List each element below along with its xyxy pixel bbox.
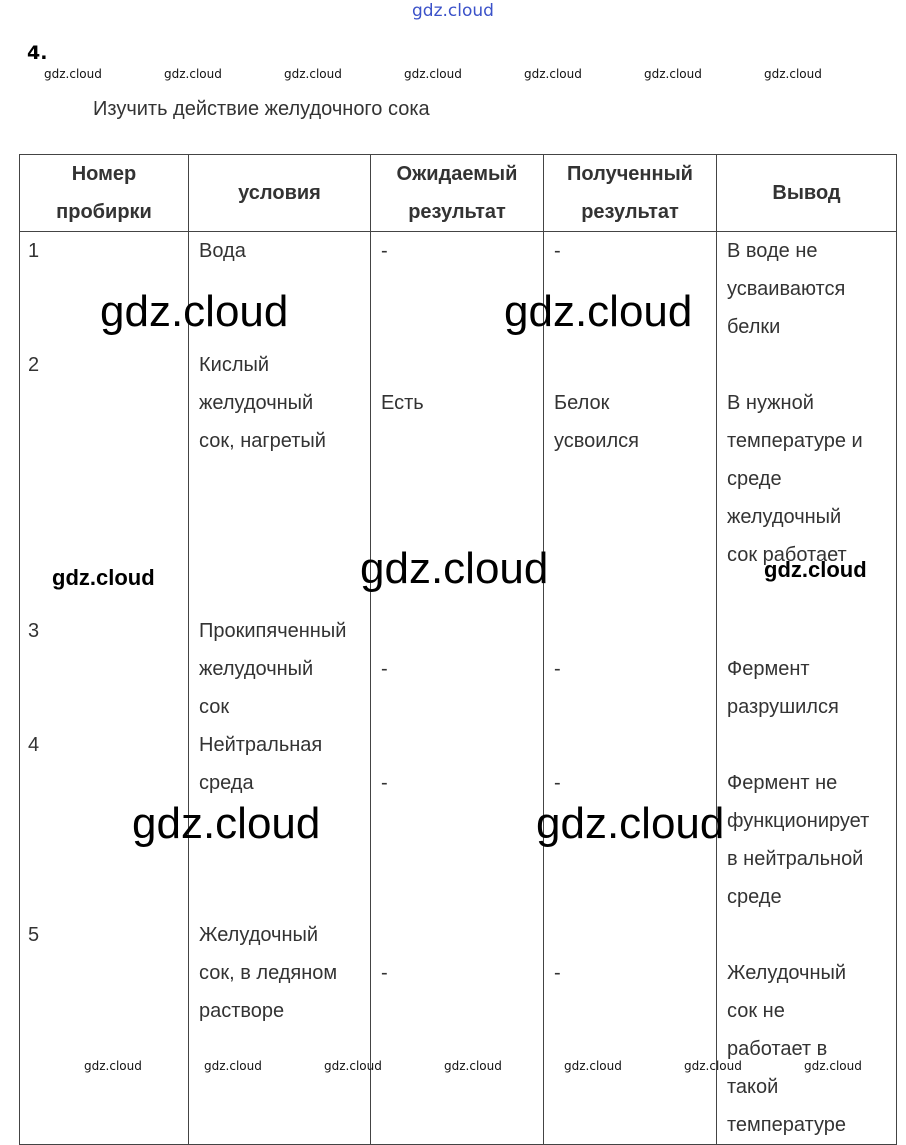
cell-number: 1 — [20, 232, 189, 347]
cell-condition: Желудочный сок, в ледяном растворе — [189, 916, 371, 1145]
cell-number: 4 — [20, 726, 189, 916]
cell-expected: - — [371, 232, 544, 347]
cell-condition: Вода — [189, 232, 371, 347]
watermark-top: gdz.cloud — [412, 1, 494, 21]
cell-conclusion: Желудочный сок не работает в такой температуре — [717, 916, 897, 1145]
watermark: gdz.cloud — [52, 565, 155, 590]
watermark: gdz.cloud — [444, 1059, 502, 1073]
table-row — [20, 916, 897, 1145]
watermark: gdz.cloud — [564, 1059, 622, 1073]
watermark: gdz.cloud — [404, 67, 462, 81]
cell-conclusion: Фермент разрушился — [717, 574, 897, 726]
watermark: gdz.cloud — [644, 67, 702, 81]
header-conditions: условия — [189, 155, 371, 232]
cell-condition: Нейтральная среда — [189, 726, 371, 916]
cell-condition: Кислый желудочный сок, нагретый — [189, 346, 371, 574]
watermark: gdz.cloud — [764, 67, 822, 81]
watermark: gdz.cloud — [284, 67, 342, 81]
cell-expected: - — [371, 726, 544, 916]
cell-number: 3 — [20, 574, 189, 726]
cell-obtained: - — [544, 574, 717, 726]
header-conclusion: Вывод — [717, 155, 897, 232]
table-row — [20, 574, 897, 726]
watermark: gdz.cloud — [164, 67, 222, 81]
cell-number: 5 — [20, 916, 189, 1145]
cell-expected: - — [371, 916, 544, 1145]
task-number: 4. — [27, 42, 48, 64]
watermark: gdz.cloud — [204, 1059, 262, 1073]
cell-expected: - — [371, 574, 544, 726]
watermark: gdz.cloud — [504, 287, 693, 336]
task-subtitle: Изучить действие желудочного сока — [93, 98, 430, 120]
watermark: gdz.cloud — [684, 1059, 742, 1073]
cell-obtained: - — [544, 916, 717, 1145]
cell-obtained: - — [544, 232, 717, 347]
watermark: gdz.cloud — [360, 544, 549, 593]
cell-obtained: Белок усвоился — [544, 346, 717, 574]
cell-conclusion: В воде не усваиваются белки — [717, 232, 897, 347]
watermark: gdz.cloud — [804, 1059, 862, 1073]
header-obtained-result: Полученный результат — [544, 155, 717, 232]
watermark: gdz.cloud — [524, 67, 582, 81]
watermark: gdz.cloud — [324, 1059, 382, 1073]
watermark: gdz.cloud — [764, 557, 867, 582]
watermark: gdz.cloud — [44, 67, 102, 81]
header-expected-result: Ожидаемый результат — [371, 155, 544, 232]
cell-conclusion: В нужной температуре и среде желудочный сок работает — [717, 346, 897, 574]
cell-expected: Есть — [371, 346, 544, 574]
watermark: gdz.cloud — [536, 799, 725, 848]
table-row — [20, 346, 897, 574]
watermark: gdz.cloud — [84, 1059, 142, 1073]
watermark: gdz.cloud — [132, 799, 321, 848]
cell-condition: Прокипяченный желудочный сок — [189, 574, 371, 726]
cell-conclusion: Фермент не функционирует в нейтральной среде — [717, 726, 897, 916]
cell-number: 2 — [20, 346, 189, 574]
cell-obtained: - — [544, 726, 717, 916]
header-tube-number: Номер пробирки — [20, 155, 189, 232]
watermark: gdz.cloud — [100, 287, 289, 336]
table-header-row — [20, 155, 897, 232]
